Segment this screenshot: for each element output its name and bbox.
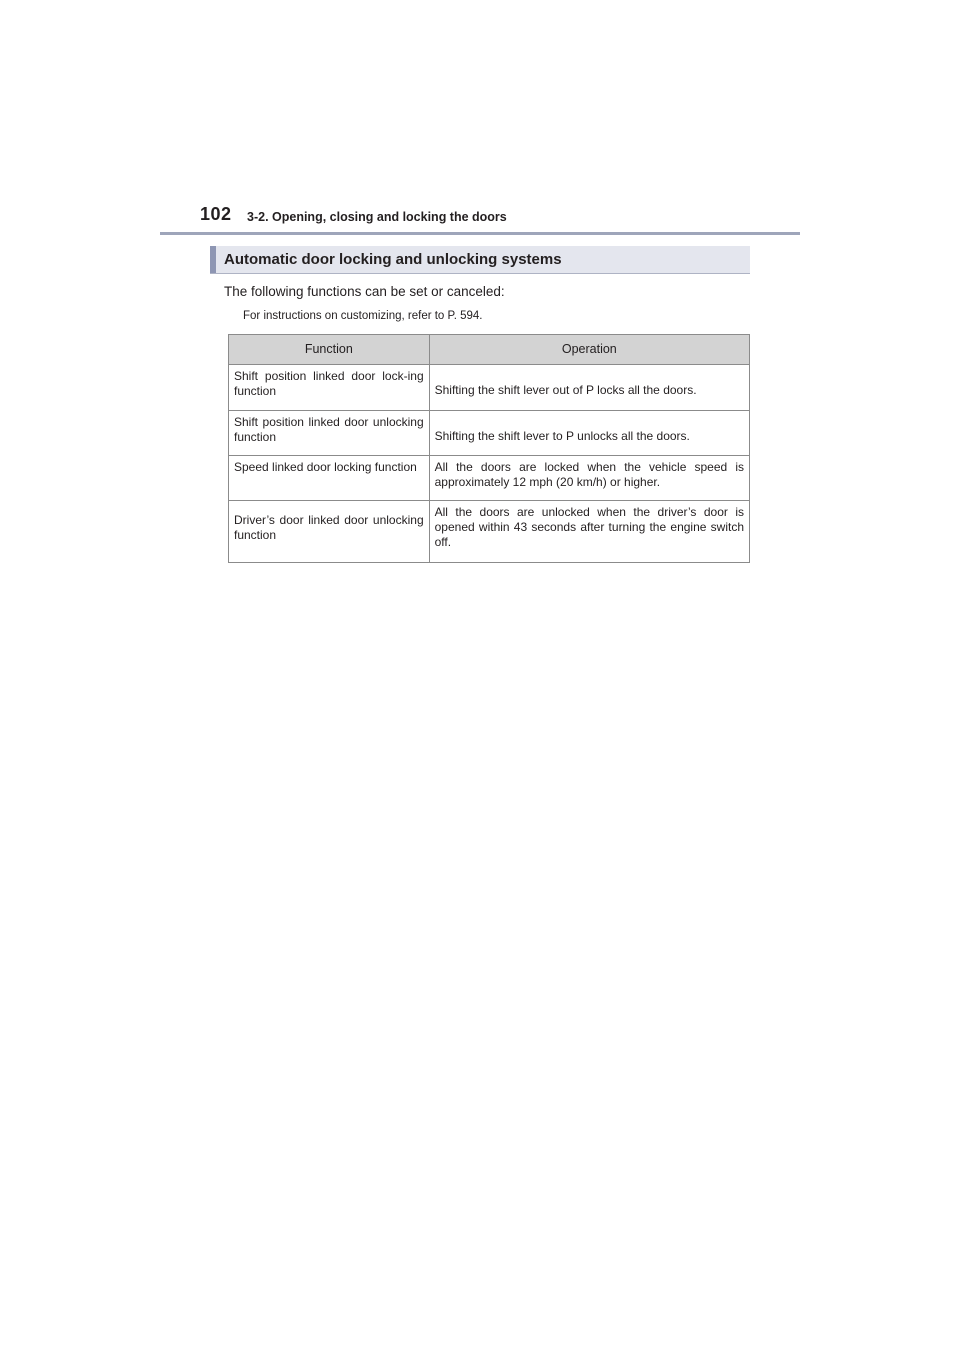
table-row (229, 411, 750, 456)
customizing-note: For instructions on customizing, refer to P. 594. (243, 310, 483, 322)
table-row (229, 365, 750, 411)
operation-cell: All the doors are locked when the vehicle speed is approximately 12 mph (20 km/h) or higher. (429, 456, 749, 501)
section-heading-bar (210, 246, 750, 274)
header-rule (160, 232, 800, 235)
table-header-row (229, 335, 750, 365)
table-row (229, 501, 750, 563)
operation-cell: Shifting the shift lever to P unlocks all the doors. (429, 411, 749, 456)
functions-table (228, 334, 750, 563)
function-cell: Driver’s door linked door unlocking function (229, 501, 430, 563)
running-head: 3-2. Opening, closing and locking the doors (247, 210, 507, 224)
function-cell: Shift position linked door unlocking function (229, 411, 430, 456)
column-header-function: Function (229, 335, 430, 365)
section-title: Automatic door locking and unlocking systems (224, 251, 562, 268)
function-cell: Speed linked door locking function (229, 456, 430, 501)
intro-text: The following functions can be set or canceled: (224, 284, 505, 299)
function-cell: Shift position linked door lock-ing function (229, 365, 430, 411)
operation-cell: All the doors are unlocked when the driver’s door is opened within 43 seconds after turning the engine switch off. (429, 501, 749, 563)
column-header-operation: Operation (429, 335, 749, 365)
page-number: 102 (200, 204, 232, 224)
table-row (229, 456, 750, 501)
operation-cell: Shifting the shift lever out of P locks all the doors. (429, 365, 749, 411)
